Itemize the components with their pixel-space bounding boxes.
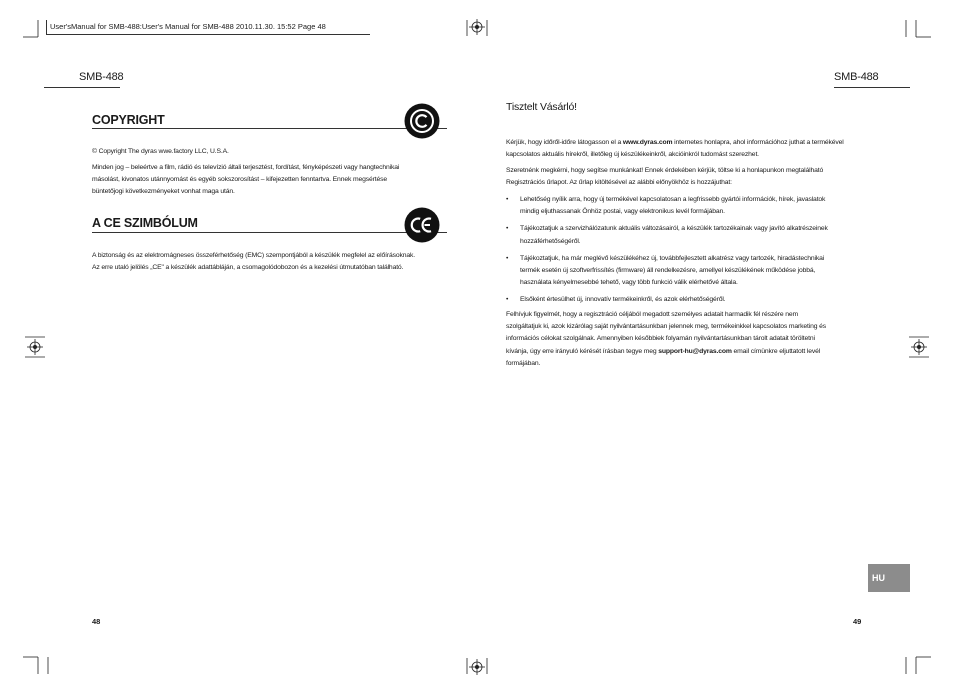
ce-paragraph: A biztonság és az elektromágneses összeférhetőség (EMC) szempontjából a készülék megfelel az előírásoknak. Az erre utaló jelölés „CE" a készülék adattábláján, a csomagolódobozon és a kezelési útmutatóban található. [92,252,415,272]
language-tab: HU [868,564,910,592]
print-slug: User'sManual for SMB-488:User's Manual for SMB-488 2010.11.30. 15:52 Page 48 [46,20,370,35]
copyright-title: COPYRIGHT [92,113,165,127]
copyright-icon [404,103,440,139]
benefit-list [506,194,866,307]
model-label-left: SMB-488 [79,71,124,83]
list-item: • Lehetőség nyílik arra, hogy új termékével kapcsolatosan a legfrissebb gyártói információk, hírek, javaslatok mindig eljuthassanak Önhöz postai, vagy elektronikus levél formájában. [506,196,826,216]
registration-paragraph: Szeretnénk megkérni, hogy segítse munkánkat! Ennek érdekében kérjük, töltse ki a honlapunkon megtalálható Regisztrációs űrlapot. Az űrlap kitöltésével az alábbi előnyökhöz is hozzájuthat: [506,167,824,187]
list-item: • Tájékoztatjuk a szervizhálózatunk aktuális változásairól, a készülék tartozékainak vagy javító alkatrészeinek hozzáférhetőségéről. [506,225,828,245]
ce-mark-icon [404,207,440,243]
intro-paragraph: Kérjük, hogy időről-időre látogasson el a www.dyras.com internetes honlapra, ahol információhoz juthat a termékével kapcsolatos aktuális hírekről, illetőleg új készülékeinkről, akcióinkról tudomást szerezhet. [506,139,844,159]
list-item: • Elsőként értesülhet új, innovatív termékeinkről, és azok elérhetőségéről. [506,296,726,304]
website-link[interactable]: www.dyras.com [622,139,673,146]
header-rule-right [834,87,910,88]
list-item: • Tájékoztatjuk, ha már meglévő készülékéhez új, továbbfejlesztett alkatrész vagy tartozék, hiradástechnikai termék esetén új szoftverfrissítés (firmware) áll rendelkezésre, amellyel készülékének működése jobbá, használata kényelmesebbé tehető, vagy több funkció válik elérhetővé általa. [506,254,825,287]
copyright-rule [92,128,447,129]
copyright-paragraph: Minden jog – beleértve a film, rádió és televízió általi terjesztést, fordítást, fényképészeti vagy hangtechnikai másolást, kivonatos utánnyomást és egyéb sokszorosítást – kifejezetten fenntartva. Ennek megsértése büntetőjogi következményeket vonhat maga után. [92,164,400,196]
support-email-link[interactable]: support-hu@dyras.com [658,347,732,355]
page-number-left: 48 [92,617,101,626]
model-label-right: SMB-488 [834,71,879,83]
privacy-paragraph: Felhívjuk figyelmét, hogy a regisztráció céljából megadott személyes adatait harmadik fél részére nem szolgáltatjuk ki, azok kizárólag saját nyilvántartásunkban jelennek meg, termékeinkkel kapcsolatos marketing és információs célokat szolgálnak. Amennyiben későbbiek folyamán nyilvántartásunkban tárolt adatait töröltetni kívánja, úgy erre irányuló kérését írásban tegye meg support-hu@dyras.com email címünkre eljuttatott levél formájában. [506,311,826,367]
ce-title: A CE SZIMBÓLUM [92,216,198,230]
ce-rule [92,232,447,233]
copyright-line: © Copyright The dyras wwe.factory LLC, U.S.A. [92,148,229,155]
header-rule-left [44,87,120,88]
page-number-right: 49 [853,617,862,626]
greeting: Tisztelt Vásárló! [506,101,577,113]
